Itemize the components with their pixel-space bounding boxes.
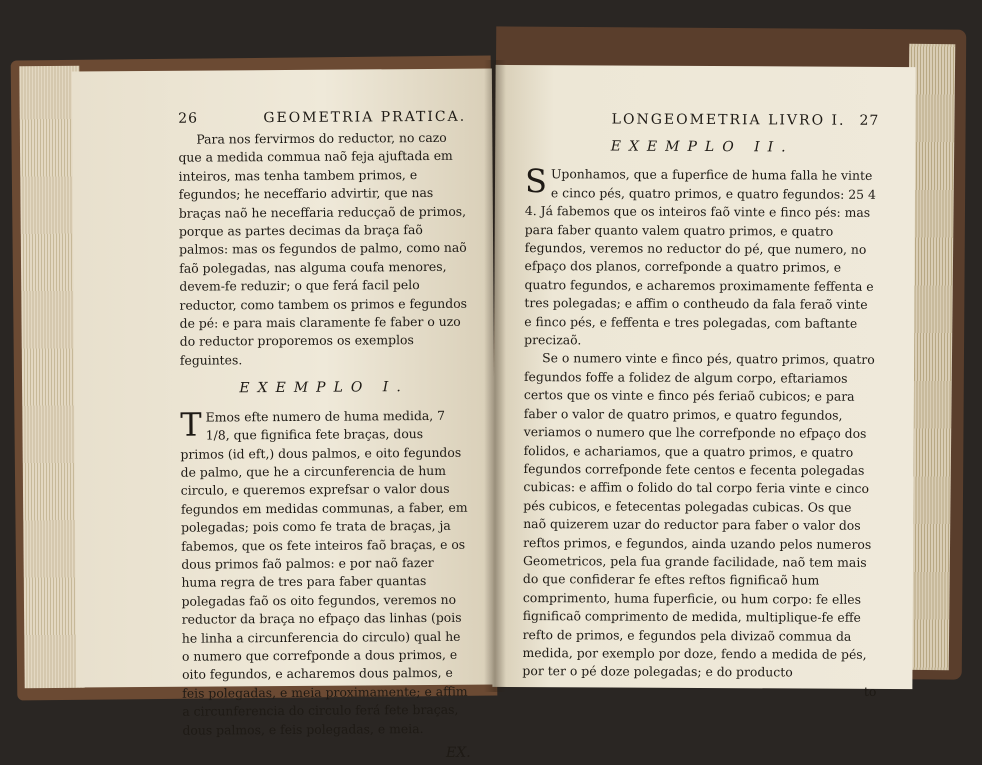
left-page: [72, 69, 496, 761]
right-running-head: [525, 111, 879, 129]
left-page-number: 26: [178, 110, 199, 127]
right-example-text: Uponhamos, que a fuperfice de huma falla he vinte e cinco pés, quatro primos, e quatro fegundos: 25 4 4. Já fabemos que os inteiros faõ vinte e finco pés: mas para faber quanto valem quatro primos, e quatro fegundos, veremos no reductor do pé, que numero, no efpaço dos planos, correfponde a quatro primos, e quatro fegundos, e acharemos proximamente feffenta e tres polegadas; e affim o contheudo da fala feraõ vinte e finco pés, e feffenta e tres polegadas, com baftante precizaõ.: [524, 166, 876, 348]
book-gutter-shadow: [484, 60, 506, 692]
left-drop-cap: T: [180, 405, 202, 444]
right-section-heading: EXEMPLO II.: [610, 138, 794, 156]
right-paragraph-2: Se o numero vinte e finco pés, quatro primos, quatro fegundos foffe a folidez de algum corpo, eftariamos certos que os vinte e finco pés feriaõ cubicos; e para faber o valor de quatro primos, e quatro fegundos, veriamos o numero que lhe correfponde no efpaço dos folidos, e achariamos, que a quatro primos, e quatro fegundos correfponde fete centos e fecenta polegadas cubicas: e affim o folido do tal corpo feria vinte e cinco pés cubicos, e fetecentas polegadas cubicas. Os que naõ quizerem uzar do reductor para faber o valor dos reftos primos, e fegundos, ainda uzando pelos numeros Geometricos, pela fua grande facilidade, naõ tem mais do que confiderar fe eftes reftos fignificaõ hum comprimento, huma fuperficie, ou hum corpo: fe elles fignificaõ comprimento de medida, multiplique-fe effe refto de primos, e fegundos pela divizaõ commua da medida, por exemplo por doze, fendo a medida de pés, por ter o pé doze polegadas; e do producto: [522, 350, 875, 680]
left-example-text: Emos efte numero de huma medida, 7 1/8, que fignifica fete braças, dous primos (id eft,) dous palmos, e oito fegundos de palmo, que he a circunferencia de hum circulo, e queremos exprefsar o valor dous fegundos em medidas communas, a faber, em polegadas; pois como fe trata de braças, ja fabemos, que os fete inteiros faõ braças, e os dous primos faõ palmos: e por naõ fazer huma regra de tres para faber quantas polegadas faõ os oito fegundos, veremos no reductor da braça no efpaço das linhas (pois he linha a circunferencia do circulo) qual he o numero que correfponde a dous primos, e oito fegundos, e acharemos dous palmos, e feis polegadas, e meia proximamente; e affim a circunferencia do circulo ferá fete braças, dous palmos, e feis polegadas, e meia.: [180, 407, 468, 738]
left-running-head: [178, 109, 466, 127]
right-running-title: LONGEOMETRIA LIVRO I.: [611, 111, 846, 129]
left-running-title: GEOMETRIA PRATICA.: [263, 108, 467, 127]
right-page-number: 27: [859, 112, 880, 129]
left-catchword: EX.: [445, 744, 471, 761]
right-page: [492, 65, 915, 699]
left-intro-paragraph: Para nos fervirmos do reductor, no cazo que a medida commua naõ feja ajuftada em inteiros, mas tenha tambem primos, e fegundos; he neceffario advirtir, que nas braças naõ he neceffaria reducçaõ de primos, porque as partes decimas da braça faõ palmos: mas os fegundos de palmo, como naõ faõ polegadas, nas alguma coufa menores, devem-fe reduzir; o que ferá facil pelo reductor, como tambem os primos e fegundos de pé: e para mais claramente fe faber o uzo do reductor proporemos os exemplos feguintes.: [178, 129, 468, 368]
left-example-paragraph: [180, 406, 470, 739]
right-catchword: to: [863, 683, 877, 699]
right-drop-cap: S: [524, 162, 548, 201]
right-body: [522, 137, 879, 701]
left-body: [178, 129, 470, 764]
left-section-heading: EXEMPLO I.: [239, 379, 409, 397]
right-example-paragraph: [524, 162, 879, 351]
